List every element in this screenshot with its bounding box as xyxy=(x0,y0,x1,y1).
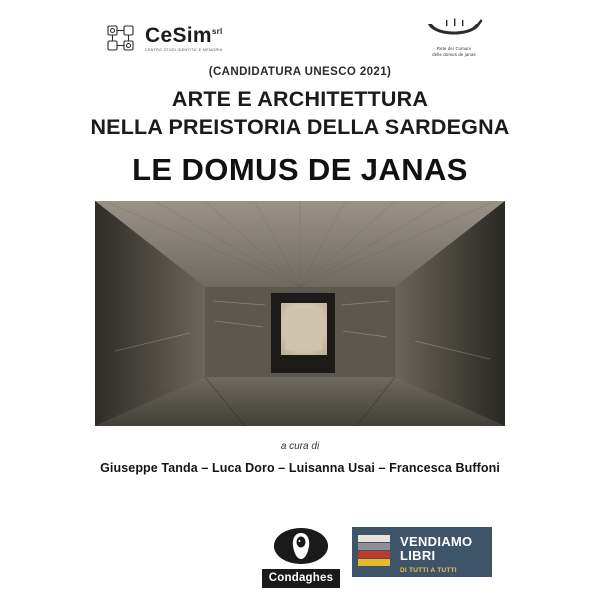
cover-subtitle-block xyxy=(0,86,600,141)
publisher-name: Condaghes xyxy=(262,569,340,588)
rete-comuni-logo xyxy=(406,18,502,58)
penguin-oval-icon xyxy=(274,528,328,564)
rete-comuni-caption xyxy=(406,46,502,58)
editors-list: Giuseppe Tanda – Luca Doro – Luisanna Usai – Francesca Buffoni xyxy=(100,461,500,475)
vendiamo-line-1: VENDIAMO xyxy=(400,534,473,549)
cesim-name: CeSim$^{srl}$ xyxy=(145,24,223,48)
rete-comuni-caption-line1: Rete dei Comuni xyxy=(436,46,472,51)
vendiamo-text-block xyxy=(398,527,492,577)
unesco-candidacy-line: (CANDIDATURA UNESCO 2021) xyxy=(208,66,392,78)
vendiamo-line-2: LIBRI xyxy=(400,548,436,564)
curated-by-label: a cura di xyxy=(280,441,320,452)
cesim-tagline: CENTRO STUDI IDENTITA' E MEMORIA xyxy=(145,48,223,53)
cesim-superscript: srl xyxy=(211,27,223,37)
rete-comuni-caption-line2: delle domus de janas xyxy=(432,52,476,58)
cover-subtitle-line-2: NELLA PREISTORIA DELLA SARDEGNA xyxy=(90,114,510,139)
cover-main-title: LE DOMUS DE JANAS xyxy=(132,152,468,187)
cesim-wordmark xyxy=(145,25,223,53)
vendiamo-libri-logo xyxy=(352,527,492,577)
vendiamo-line-3: DI TUTTI A TUTTI xyxy=(400,567,457,575)
cover-subtitle-line-1: ARTE E ARCHITETTURA xyxy=(171,87,429,111)
stacked-books-icon xyxy=(352,527,398,577)
publisher-logo xyxy=(258,528,344,588)
cesim-logo xyxy=(105,22,223,56)
top-logo-row xyxy=(0,14,600,72)
cover-photograph xyxy=(95,201,505,426)
nuragic-boat-icon xyxy=(406,18,502,42)
cesim-mark-icon xyxy=(105,22,139,56)
